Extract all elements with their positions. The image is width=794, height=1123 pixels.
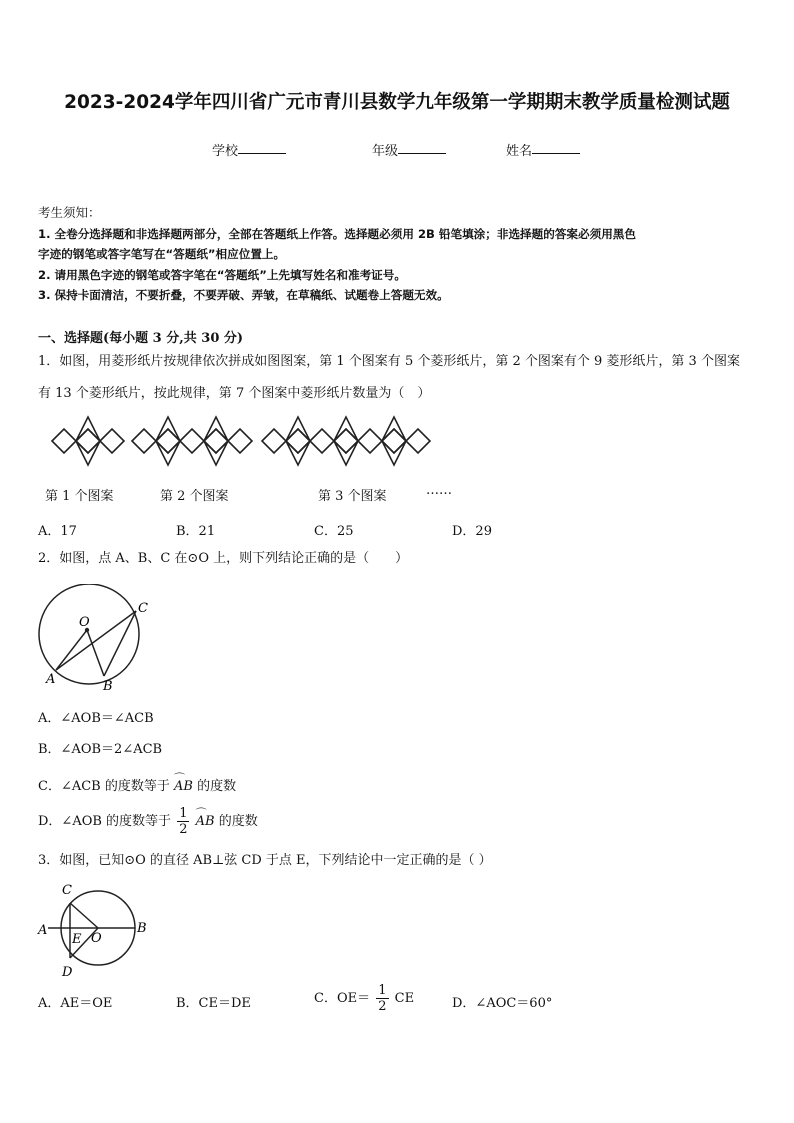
- q3-stem: 3．如图，已知⊙O 的直径 AB⊥弦 CD 于点 E，下列结论中一定正确的是（ ）: [38, 853, 492, 868]
- q1-option-a[interactable]: A．17: [38, 524, 77, 539]
- q3-point-b: B: [137, 921, 147, 936]
- q3-option-a[interactable]: A．AE＝OE: [38, 996, 113, 1011]
- rhombus: [334, 441, 358, 465]
- rhombus: [156, 417, 180, 441]
- q1-option-b[interactable]: B．21: [176, 524, 216, 539]
- q3-point-o: O: [91, 931, 102, 946]
- rhombus: [286, 441, 310, 465]
- q2-option-c[interactable]: C．∠ACB 的度数等于 ⌒ AB 的度数: [38, 775, 236, 794]
- rhombus: [76, 441, 100, 465]
- q3-point-e: E: [72, 932, 82, 947]
- grade-blank[interactable]: [398, 140, 446, 154]
- name-field[interactable]: 姓名: [506, 140, 532, 159]
- q3-circle-figure: [34, 880, 152, 980]
- q2-point-a: A: [46, 672, 56, 687]
- arc-ab-symbol: ⌒ AB: [196, 814, 215, 829]
- q3-option-d[interactable]: D．∠AOC＝60°: [452, 996, 553, 1011]
- rhombus: [180, 429, 204, 453]
- q2-point-c: C: [138, 601, 148, 616]
- q3-option-c[interactable]: C．OE＝ $\frac{1}{2}$ CE: [314, 983, 415, 1014]
- q1-option-d[interactable]: D．29: [452, 524, 492, 539]
- q2-stem: 2．如图，点 A、B、C 在⊙O 上，则下列结论正确的是（ ）: [38, 551, 409, 566]
- rhombus: [310, 429, 334, 453]
- q3-point-d: D: [62, 965, 73, 980]
- rhombus: [156, 441, 180, 465]
- arc-ab-symbol: ⌒ AB: [174, 779, 193, 794]
- q1-rhombus-figure: [36, 410, 476, 476]
- q1-fig-label-ellipsis: ……: [426, 483, 452, 498]
- school-field[interactable]: 学校: [212, 140, 238, 159]
- school-blank[interactable]: [238, 140, 286, 154]
- fraction-one-half: $\frac{1}{2}$: [179, 806, 188, 837]
- fraction-one-half: $\frac{1}{2}$: [378, 983, 387, 1014]
- q3-point-a: A: [38, 923, 48, 938]
- q2-option-b[interactable]: B．∠AOB＝2∠ACB: [38, 742, 163, 757]
- note-line-1: 1. 全卷分选择题和非选择题两部分，全部在答题纸上作答。选择题必须用 2B 铅笔填涂；非选择题的答案必须用黑色: [38, 226, 636, 241]
- page-title: 2023-2024学年四川省广元市青川县数学九年级第一学期期末教学质量检测试题: [64, 92, 730, 113]
- section-title-choice: 一、选择题(每小题 3 分,共 30 分): [38, 331, 244, 346]
- q1-fig-label-2: 第 2 个图案: [160, 489, 229, 504]
- rhombus: [52, 429, 76, 453]
- q2-option-d[interactable]: D．∠AOB 的度数等于 $\frac{1}{2}$ ⌒ AB 的度数: [38, 806, 258, 837]
- q2-point-o: O: [79, 615, 90, 630]
- name-blank[interactable]: [532, 140, 580, 154]
- note-line-1b: 字迹的钢笔或答字笔写在“答题纸”相应位置上。: [38, 247, 286, 261]
- note-line-3: 3. 保持卡面清洁，不要折叠，不要弄破、弄皱，在草稿纸、试题卷上答题无效。: [38, 288, 449, 302]
- rhombus: [382, 417, 406, 441]
- rhombus: [228, 429, 252, 453]
- exam-notes: [38, 203, 758, 306]
- q2-option-a[interactable]: A．∠AOB＝∠ACB: [38, 711, 154, 726]
- rhombus: [204, 441, 228, 465]
- rhombus: [262, 429, 286, 453]
- rhombus: [382, 441, 406, 465]
- grade-field[interactable]: 年级: [372, 140, 398, 159]
- rhombus: [100, 429, 124, 453]
- rhombus: [286, 417, 310, 441]
- q1-fig-label-1: 第 1 个图案: [45, 489, 114, 504]
- q3-point-c: C: [62, 883, 72, 898]
- q1-stem-line2: 有 13 个菱形纸片，按此规律，第 7 个图案中菱形纸片数量为（ ）: [38, 386, 431, 401]
- note-line-2: 2. 请用黑色字迹的钢笔或答字笔在“答题纸”上先填写姓名和准考证号。: [38, 267, 406, 282]
- notes-heading: 考生须知：: [38, 205, 101, 220]
- rhombus: [204, 417, 228, 441]
- q2-point-b: B: [103, 679, 113, 694]
- rhombus: [334, 417, 358, 441]
- rhombus: [358, 429, 382, 453]
- q1-option-c[interactable]: C．25: [314, 524, 354, 539]
- rhombus: [406, 429, 430, 453]
- rhombus: [76, 417, 100, 441]
- q1-fig-label-3: 第 3 个图案: [318, 489, 387, 504]
- q2-circle-figure: [34, 584, 160, 696]
- q3-option-b[interactable]: B．CE＝DE: [176, 996, 251, 1011]
- rhombus: [132, 429, 156, 453]
- q1-stem-line1: 1．如图，用菱形纸片按规律依次拼成如图图案，第 1 个图案有 5 个菱形纸片，第 2 个图案有个 9 菱形纸片，第 3 个图案: [38, 354, 740, 369]
